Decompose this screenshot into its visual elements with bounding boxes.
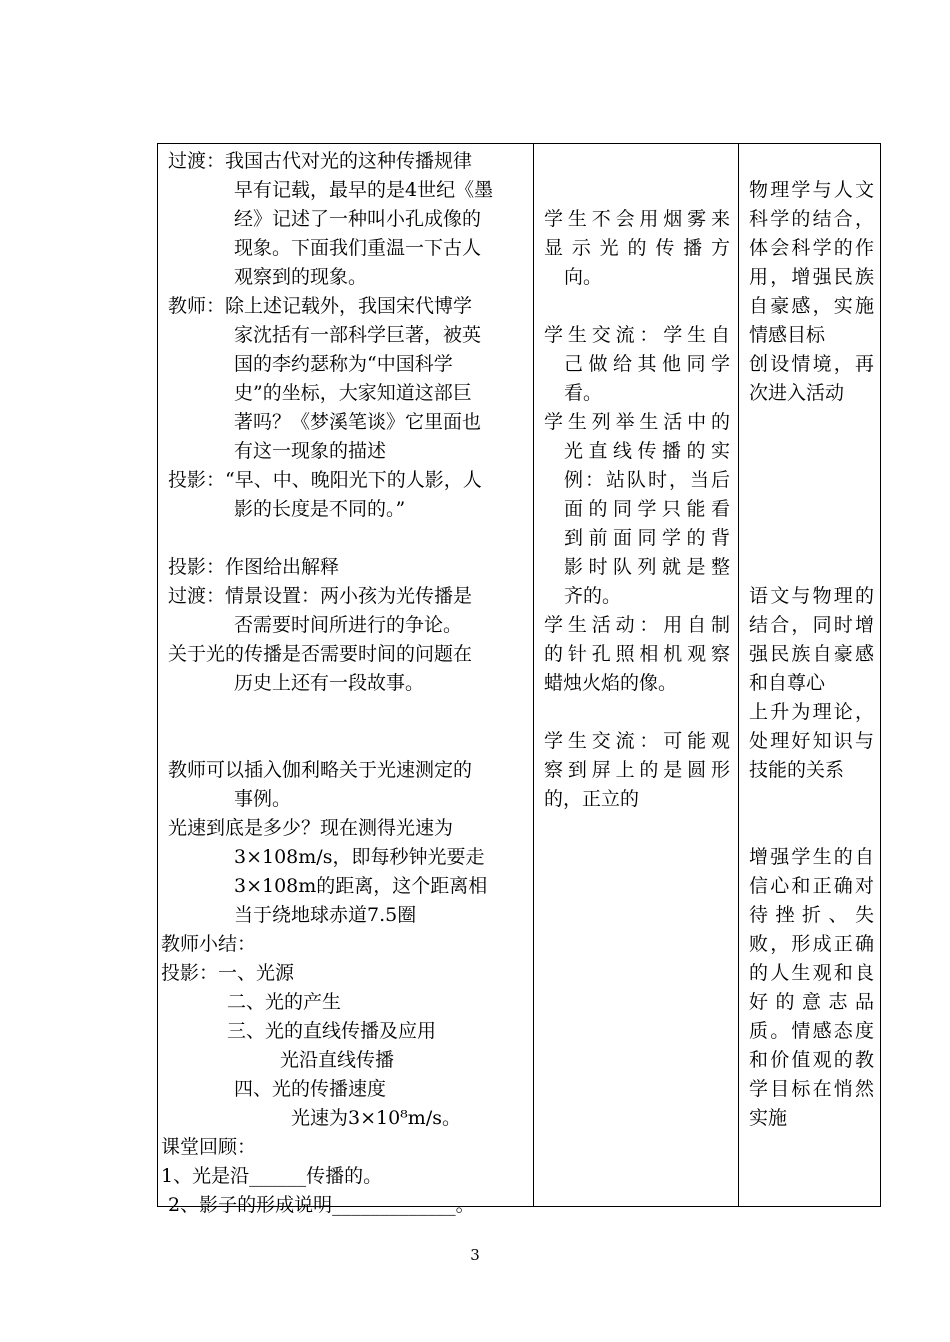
col1-text-line: 投影：作图给出解释 [168,556,340,578]
col3-text-line: 次进入活动 [749,382,845,404]
col3-text-line: 待挫折、失 [749,904,874,926]
col1-text-line: 国的李约瑟称为“中国科学 [234,353,453,375]
col1-text-line: 有这一现象的描述 [234,440,387,462]
col2-text-line: 学生交流：可能观 [544,730,730,752]
col1-text-line: 投影：“早、中、晚阳光下的人影，人 [168,469,482,491]
teacher-activity-column [158,144,533,1216]
col2-text-line: 显示光的传播方 [544,237,730,259]
col1-text-line: 过渡：情景设置：两小孩为光传播是 [168,585,473,607]
col3-text-line: 科学的结合， [749,208,874,230]
col3-text-line: 创设情境，再 [749,353,874,375]
col3-text-line: 败，形成正确 [749,933,874,955]
col1-text-line: 过渡：我国古代对光的这种传播规律 [168,150,473,172]
lesson-plan-table [157,143,881,1216]
design-intent-column [739,144,882,1206]
page-number: 3 [470,1246,480,1264]
col1-text-line: 否需要时间所进行的争论。 [234,614,463,636]
col2-text-line: 学生不会用烟雾来 [544,208,730,230]
col1-text-line: 投影：一、光源 [161,962,295,984]
col1-text-line: 关于光的传播是否需要时间的问题在 [168,643,473,665]
col2-text-line: 影时队列就是整 [564,556,730,578]
col3-text-line: 的人生观和良 [749,962,874,984]
col1-text-line: 现象。下面我们重温一下古人 [234,237,482,259]
col1-text-line: 事例。 [234,788,292,810]
col3-text-line: 实施 [749,1107,788,1129]
col2-text-line: 学生活动：用自制 [544,614,730,636]
col3-text-line: 体会科学的作 [749,237,874,259]
col2-text-line: 的针孔照相机观察 [544,643,730,665]
col1-text-line: 教师：除上述记载外，我国宋代博学 [168,295,473,317]
col3-text-line: 用，增强民族 [749,266,874,288]
col3-text-line: 学目标在悄然 [749,1078,874,1100]
col2-text-line: 光直线传播的实 [564,440,730,462]
col1-text-line: 三、光的直线传播及应用 [227,1020,437,1042]
col1-text-line: 光沿直线传播 [280,1049,395,1071]
col1-text-line: 3×108m/s，即每秒钟光要走 [234,846,485,868]
col3-text-line: 自豪感，实施 [749,295,874,317]
col3-text-line: 技能的关系 [749,759,845,781]
col1-text-line: 家沈括有一部科学巨著，被英 [234,324,482,346]
col1-text-line: 二、光的产生 [227,991,342,1013]
col3-text-line: 强民族自豪感 [749,643,874,665]
col1-text-line: 1、光是沿______传播的。 [161,1165,383,1187]
col1-text-line: 著吗？《梦溪笔谈》它里面也 [234,411,482,433]
col2-text-line: 看。 [564,382,603,404]
col1-text-line: 影的长度是不同的。” [234,498,406,520]
col3-text-line: 结合，同时增 [749,614,874,636]
col1-text-line: 课堂回顾： [161,1136,257,1158]
col3-text-line: 语文与物理的 [749,585,874,607]
col2-text-line: 己做给其他同学 [564,353,730,375]
col1-text-line: 观察到的现象。 [234,266,368,288]
col1-text-line: 历史上还有一段故事。 [234,672,425,694]
col3-text-line: 物理学与人文 [749,179,874,201]
col1-text-line: 早有记载，最早的是4世纪《墨 [234,179,494,201]
col3-text-line: 和价值观的教 [749,1049,874,1071]
col1-text-line: 教师可以插入伽利略关于光速测定的 [168,759,473,781]
col2-text-line: 面的同学只能看 [564,498,730,520]
col2-text-line: 学生交流：学生自 [544,324,730,346]
col3-text-line: 处理好知识与 [749,730,874,752]
col2-text-line: 到前面同学的背 [564,527,730,549]
col1-text-line: 光速为3×10⁸m/s。 [291,1107,461,1129]
col1-text-line: 四、光的传播速度 [234,1078,387,1100]
col1-text-line: 2、影子的形成说明_____________。 [168,1194,475,1216]
col1-text-line: 史”的坐标，大家知道这部巨 [234,382,472,404]
col2-text-line: 察到屏上的是圆形 [544,759,730,781]
col1-text-line: 当于绕地球赤道7.5圈 [234,904,417,926]
col1-text-line: 教师小结： [161,933,257,955]
col2-text-line: 例：站队时，当后 [564,469,730,491]
col1-text-line: 经》记述了一种叫小孔成像的 [234,208,482,230]
col3-text-line: 和自尊心 [749,672,826,694]
col3-text-line: 信心和正确对 [749,875,874,897]
col2-text-line: 的，正立的 [544,788,640,810]
col3-text-line: 上升为理论， [749,701,874,723]
col1-text-line: 光速到底是多少？现在测得光速为 [168,817,454,839]
col2-text-line: 蜡烛火焰的像。 [544,672,678,694]
col2-text-line: 齐的。 [564,585,622,607]
col3-text-line: 质。情感态度 [749,1020,874,1042]
col3-text-line: 增强学生的自 [749,846,874,868]
col2-text-line: 向。 [564,266,603,288]
col2-text-line: 学生列举生活中的 [544,411,730,433]
col3-text-line: 情感目标 [749,324,826,346]
col3-text-line: 好的意志品 [749,991,874,1013]
col1-text-line: 3×108m的距离，这个距离相 [234,875,488,897]
student-activity-column [534,144,738,1206]
